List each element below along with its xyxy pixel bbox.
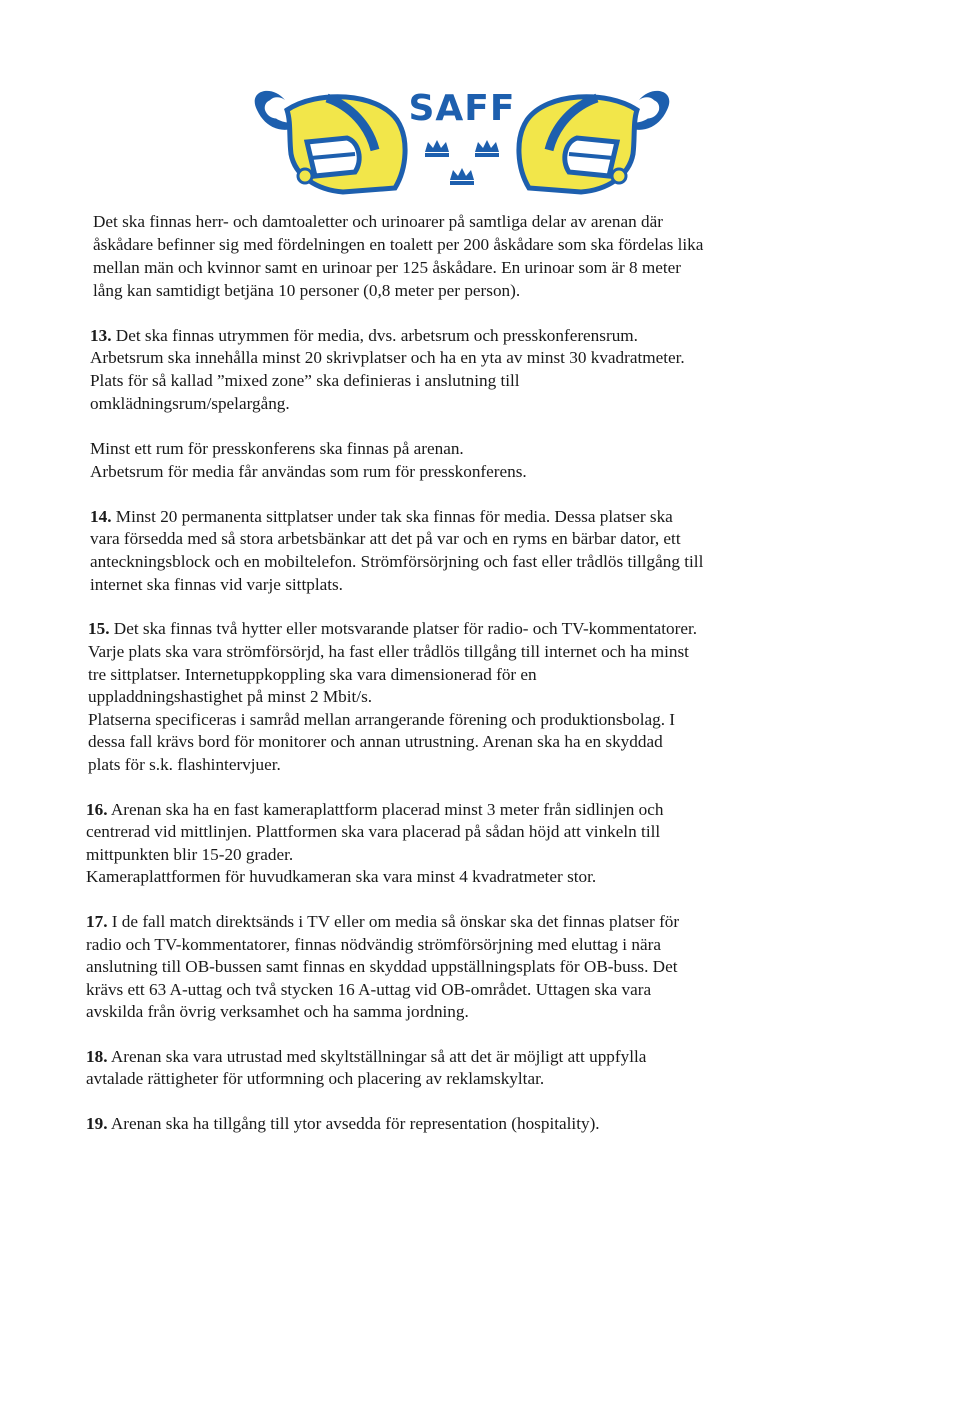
paragraph-line — [90, 461, 527, 483]
paragraph-line — [88, 731, 663, 753]
paragraph-line — [86, 934, 661, 956]
line-text: anteckningsblock och en mobiltelefon. Strömförsörjning och fast eller trådlös tillgång till — [90, 552, 704, 571]
paragraph-line — [90, 393, 290, 415]
paragraph-line — [86, 866, 596, 888]
line-text: avtalade rättigheter för utformning och placering av reklamskyltar. — [86, 1069, 545, 1088]
section-number: 13. — [90, 326, 112, 345]
line-text: uppladdningshastighet på minst 2 Mbit/s. — [88, 687, 373, 706]
paragraph-line — [86, 1113, 600, 1135]
line-text: vara försedda med så stora arbetsbänkar att det på var och en ryms en bärbar dator, ett — [90, 529, 681, 548]
line-text: plats för s.k. flashintervjuer. — [88, 755, 281, 774]
paragraph-line — [86, 979, 651, 1001]
paragraph-line — [88, 709, 675, 731]
line-text: avskilda från övrig verksamhet och ha samma jordning. — [86, 1002, 469, 1021]
paragraph-line — [86, 1068, 544, 1090]
paragraph-line — [86, 1046, 646, 1068]
line-text: åskådare befinner sig med fördelningen en toalett per 200 åskådare som ska fördelas lika — [93, 235, 704, 254]
paragraph-line — [90, 347, 685, 369]
paragraph-line — [88, 618, 697, 640]
line-text: radio och TV-kommentatorer, finnas nödvändig strömförsörjning med eluttag i nära — [86, 935, 661, 954]
saff-logo-text: SAFF — [408, 88, 516, 129]
paragraph-line — [86, 844, 293, 866]
line-text: Arenan ska ha tillgång till ytor avsedda för representation (hospitality). — [110, 1114, 600, 1133]
line-text: Det ska finnas herr- och damtoaletter och urinoarer på samtliga delar av arenan där — [93, 212, 663, 231]
section-number: 19. — [86, 1114, 108, 1133]
line-text: Arenan ska ha en fast kameraplattform placerad minst 3 meter från sidlinjen och — [110, 800, 664, 819]
paragraph-line — [90, 370, 520, 392]
line-text: Det ska finnas två hytter eller motsvarande platser för radio- och TV-kommentatorer. — [113, 619, 698, 638]
line-text: tre sittplatser. Internetuppkoppling ska vara dimensionerad för en — [88, 665, 537, 684]
paragraph-line — [90, 506, 673, 528]
line-text: dessa fall krävs bord för monitorer och annan utrustning. Arenan ska ha en skyddad — [88, 732, 663, 751]
section-number: 14. — [90, 507, 112, 526]
line-text: centrerad vid mittlinjen. Plattformen ska vara placerad på sådan höjd att vinkeln till — [86, 822, 661, 841]
line-text: Kameraplattformen för huvudkameran ska vara minst 4 kvadratmeter stor. — [86, 867, 597, 886]
paragraph-line — [88, 641, 689, 663]
paragraph-line — [88, 664, 537, 686]
paragraph-line — [86, 799, 664, 821]
paragraph-line — [90, 528, 681, 550]
paragraph-line — [86, 956, 678, 978]
paragraph-line — [90, 438, 464, 460]
line-text: I de fall match direktsänds i TV eller om media så önskar ska det finnas platser för — [111, 912, 680, 931]
paragraph-line — [93, 211, 663, 233]
line-text: Platserna specificeras i samråd mellan arrangerande förening och produktionsbolag. I — [88, 710, 676, 729]
line-text: anslutning till OB-bussen samt finnas en skyddad uppställningsplats för OB-buss. Det — [86, 957, 678, 976]
section-number: 18. — [86, 1047, 108, 1066]
line-text: Arbetsrum för media får användas som rum för presskonferens. — [90, 462, 527, 481]
line-text: internet ska finnas vid varje sittplats. — [90, 575, 343, 594]
paragraph-line — [93, 234, 703, 256]
line-text: omklädningsrum/spelargång. — [90, 394, 290, 413]
line-text: Varje plats ska vara strömförsörjd, ha fast eller trådlös tillgång till internet och ha minst — [88, 642, 689, 661]
line-text: mittpunkten blir 15-20 grader. — [86, 845, 294, 864]
line-text: Minst ett rum för presskonferens ska finnas på arenan. — [90, 439, 464, 458]
line-text: krävs ett 63 A-uttag och två stycken 16 A-uttag vid OB-området. Uttagen ska vara — [86, 980, 652, 999]
paragraph-line — [86, 821, 660, 843]
paragraph-line — [86, 1001, 469, 1023]
paragraph-line — [93, 280, 520, 302]
paragraph-line — [86, 911, 679, 933]
section-number: 16. — [86, 800, 108, 819]
line-text: Arbetsrum ska innehålla minst 20 skrivplatser och ha en yta av minst 30 kvadratmeter. — [90, 348, 685, 367]
section-number: 15. — [88, 619, 110, 638]
paragraph-line — [90, 325, 638, 347]
paragraph-line — [90, 551, 703, 573]
paragraph-line — [90, 574, 343, 596]
paragraph-line — [88, 686, 372, 708]
section-number: 17. — [86, 912, 108, 931]
paragraph-line — [88, 754, 281, 776]
line-text: lång kan samtidigt betjäna 10 personer (0,8 meter per person). — [93, 281, 521, 300]
paragraph-line — [93, 257, 681, 279]
line-text: Det ska finnas utrymmen för media, dvs. arbetsrum och presskonferensrum. — [115, 326, 638, 345]
line-text: Arenan ska vara utrustad med skyltställningar så att det är möjligt att uppfylla — [110, 1047, 647, 1066]
line-text: Plats för så kallad ”mixed zone” ska definieras i anslutning till — [90, 371, 520, 390]
line-text: mellan män och kvinnor samt en urinoar per 125 åskådare. En urinoar som är 8 meter — [93, 258, 682, 277]
line-text: Minst 20 permanenta sittplatser under tak ska finnas för media. Dessa platser ska — [115, 507, 673, 526]
